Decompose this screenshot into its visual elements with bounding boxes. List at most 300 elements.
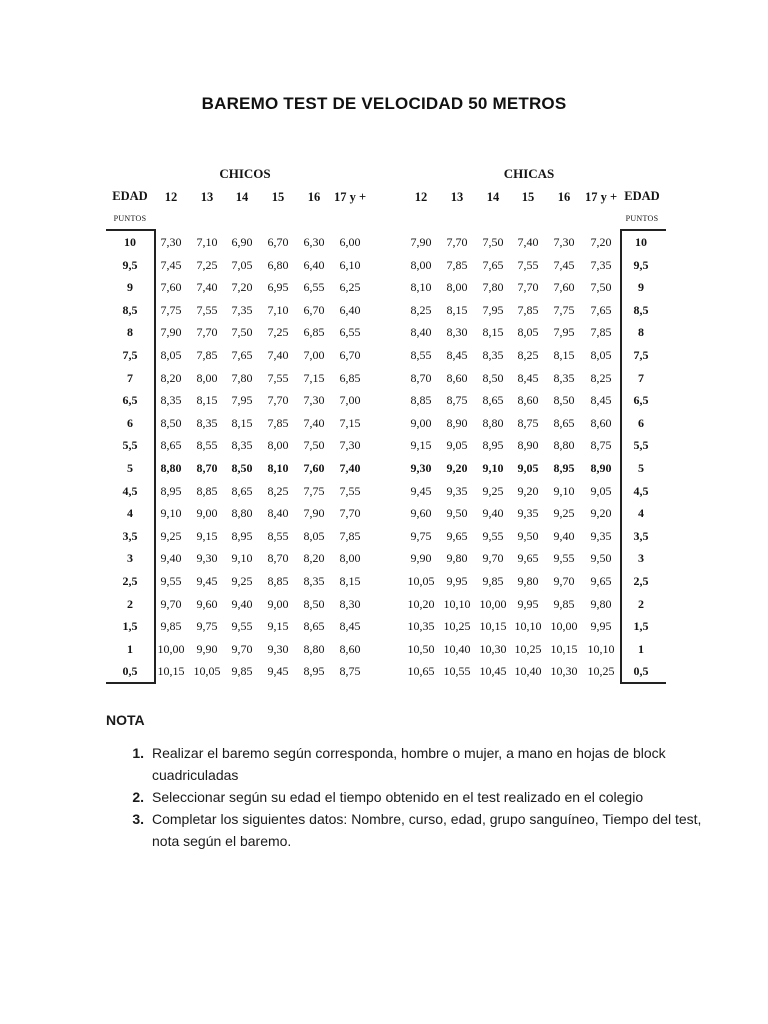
chicas-time-cell: 8,80 — [553, 438, 575, 453]
chicas-time-cell: 9,35 — [517, 506, 539, 521]
chicos-time-cell: 7,10 — [267, 302, 289, 317]
chicos-time-cell: 10,15 — [157, 664, 185, 679]
edad-label-left: EDAD — [112, 189, 148, 203]
age-header-chicas: 14 — [486, 190, 500, 204]
chicas-time-cell: 10,10 — [514, 619, 542, 634]
chicos-time-cell: 8,70 — [196, 461, 218, 475]
points-cell-right: 5,5 — [633, 438, 649, 453]
note-number: 3. — [132, 811, 144, 827]
right-top-rule — [620, 229, 666, 231]
chicos-time-cell: 6,95 — [267, 280, 289, 295]
chicos-time-cell: 7,30 — [339, 438, 361, 453]
chicas-time-cell: 8,35 — [482, 348, 504, 362]
chicos-time-cell: 7,60 — [160, 280, 182, 295]
chicas-time-cell: 7,85 — [590, 325, 612, 340]
chicos-time-cell: 8,55 — [267, 528, 289, 543]
age-header-chicos: 12 — [164, 190, 178, 204]
points-cell-right: 7 — [638, 370, 644, 385]
chicas-time-cell: 9,75 — [410, 528, 432, 543]
chicas-time-cell: 7,70 — [517, 280, 539, 295]
chicos-time-cell: 6,30 — [303, 235, 325, 249]
chicas-time-cell: 9,55 — [553, 551, 575, 566]
age-header-chicos: 14 — [235, 190, 249, 204]
chicos-time-cell: 7,60 — [303, 461, 325, 475]
points-cell-left: 8 — [127, 325, 133, 340]
chicas-time-cell: 8,25 — [517, 348, 539, 362]
chicos-time-cell: 7,90 — [303, 506, 325, 521]
chicos-time-cell: 9,70 — [160, 596, 182, 611]
chicos-time-cell: 8,15 — [231, 415, 253, 430]
points-cell-left: 3,5 — [122, 528, 138, 543]
chicos-time-cell: 8,85 — [267, 574, 289, 588]
chicos-time-cell: 7,35 — [231, 302, 253, 317]
chicas-time-cell: 9,10 — [482, 461, 504, 475]
chicas-time-cell: 9,80 — [590, 596, 612, 611]
chicos-time-cell: 7,15 — [339, 415, 361, 430]
chicos-time-cell: 6,90 — [231, 235, 253, 249]
chicas-time-cell: 7,85 — [517, 302, 539, 317]
points-cell-left: 6 — [127, 415, 133, 430]
chicas-time-cell: 7,85 — [446, 257, 468, 272]
chicas-time-cell: 9,50 — [590, 551, 612, 566]
chicos-time-cell: 7,80 — [231, 370, 253, 385]
chicas-time-cell: 8,40 — [410, 325, 432, 340]
chicas-time-cell: 8,05 — [590, 348, 612, 362]
chicos-time-cell: 9,55 — [160, 574, 182, 588]
chicos-time-cell: 8,30 — [339, 596, 361, 611]
chicos-time-cell: 8,65 — [160, 438, 182, 453]
chicas-time-cell: 7,50 — [482, 235, 504, 249]
chicas-time-cell: 8,95 — [553, 461, 575, 475]
chicos-time-cell: 9,40 — [160, 551, 182, 566]
puntos-label-left: PUNTOS — [113, 214, 147, 223]
chicas-time-cell: 7,50 — [590, 280, 612, 295]
chicas-time-cell: 7,80 — [482, 280, 504, 295]
chicas-time-cell: 10,30 — [479, 641, 507, 656]
chicos-time-cell: 8,95 — [231, 528, 253, 543]
chicas-time-cell: 9,70 — [553, 574, 575, 588]
points-cell-left: 8,5 — [122, 302, 138, 317]
chicos-time-cell: 9,55 — [231, 619, 253, 634]
left-bottom-rule — [106, 682, 156, 684]
chicos-time-cell: 7,50 — [231, 325, 253, 340]
points-cell-right: 10 — [635, 235, 647, 249]
chicos-time-cell: 9,10 — [231, 551, 253, 566]
chicos-time-cell: 7,85 — [196, 348, 218, 362]
right-bottom-rule — [620, 682, 666, 684]
chicas-time-cell: 10,25 — [587, 664, 615, 679]
points-cell-right: 9,5 — [633, 257, 649, 272]
chicos-time-cell: 6,85 — [303, 325, 325, 340]
chicas-time-cell: 7,65 — [590, 302, 612, 317]
chicos-time-cell: 8,20 — [160, 370, 182, 385]
note-item — [106, 808, 706, 852]
age-header-chicos: 17 y + — [333, 190, 367, 204]
points-cell-right: 9 — [638, 280, 644, 295]
chicas-time-cell: 9,85 — [553, 596, 575, 611]
chicas-time-cell: 10,35 — [407, 619, 435, 634]
chicos-time-cell: 8,65 — [303, 619, 325, 634]
points-cell-right: 6 — [638, 415, 644, 430]
chicas-time-cell: 10,15 — [550, 641, 578, 656]
points-cell-left: 1,5 — [122, 619, 138, 634]
age-header-chicos: 16 — [307, 190, 321, 204]
right-vertical-rule — [620, 229, 622, 682]
chicas-time-cell: 7,20 — [590, 235, 612, 249]
chicas-time-cell: 7,60 — [553, 280, 575, 295]
note-text: Completar los siguientes datos: Nombre, curso, edad, grupo sanguíneo, Tiempo del test, nota según el baremo. — [152, 811, 702, 849]
chicas-time-cell: 9,95 — [446, 574, 468, 588]
chicas-time-cell: 9,40 — [482, 506, 504, 521]
chicos-time-cell: 7,85 — [267, 415, 289, 430]
chicos-time-cell: 7,30 — [160, 235, 182, 249]
points-cell-left: 5 — [127, 461, 133, 475]
chicos-time-cell: 8,00 — [267, 438, 289, 453]
chicos-time-cell: 9,25 — [160, 528, 182, 543]
chicas-time-cell: 10,00 — [479, 596, 507, 611]
chicas-time-cell: 8,35 — [553, 370, 575, 385]
points-cell-left: 2,5 — [122, 574, 138, 588]
chicos-time-cell: 7,20 — [231, 280, 253, 295]
chicos-time-cell: 7,40 — [339, 461, 361, 475]
points-cell-right: 1 — [638, 641, 644, 656]
chicos-time-cell: 8,45 — [339, 619, 361, 634]
chicas-time-cell: 10,20 — [407, 596, 435, 611]
points-cell-right: 3,5 — [633, 528, 649, 543]
chicos-time-cell: 7,75 — [303, 483, 325, 498]
chicas-time-cell: 9,10 — [553, 483, 575, 498]
chicos-time-cell: 7,70 — [267, 393, 289, 408]
chicos-time-cell: 9,60 — [196, 596, 218, 611]
chicos-time-cell: 7,10 — [196, 235, 218, 249]
chicas-time-cell: 8,15 — [553, 348, 575, 362]
age-header-chicas: 12 — [414, 190, 428, 204]
chicas-time-cell: 9,55 — [482, 528, 504, 543]
age-header-chicas: 17 y + — [584, 190, 618, 204]
chicas-time-cell: 8,50 — [553, 393, 575, 408]
chicos-time-cell: 8,80 — [160, 461, 182, 475]
points-cell-right: 8,5 — [633, 302, 649, 317]
chicas-time-cell: 8,50 — [482, 370, 504, 385]
chicas-time-cell: 7,55 — [517, 257, 539, 272]
chicas-time-cell: 8,90 — [446, 415, 468, 430]
chicos-time-cell: 6,70 — [303, 302, 325, 317]
chicos-time-cell: 10,00 — [157, 641, 185, 656]
chicos-time-cell: 8,75 — [339, 664, 361, 679]
chicas-time-cell: 8,00 — [446, 280, 468, 295]
chicos-time-cell: 6,85 — [339, 370, 361, 385]
chicos-time-cell: 8,95 — [303, 664, 325, 679]
chicas-time-cell: 8,60 — [446, 370, 468, 385]
points-cell-right: 2 — [638, 596, 644, 611]
points-cell-left: 6,5 — [122, 393, 138, 408]
chicos-time-cell: 8,50 — [231, 461, 253, 475]
chicos-time-cell: 6,80 — [267, 257, 289, 272]
chicas-time-cell: 8,55 — [410, 348, 432, 362]
chicas-time-cell: 9,65 — [446, 528, 468, 543]
points-cell-right: 2,5 — [633, 574, 649, 588]
chicas-time-cell: 9,95 — [590, 619, 612, 634]
points-cell-left: 5,5 — [122, 438, 138, 453]
chicos-time-cell: 9,85 — [231, 664, 253, 679]
chicos-time-cell: 7,00 — [339, 393, 361, 408]
chicos-time-cell: 8,55 — [196, 438, 218, 453]
chicas-time-cell: 9,80 — [517, 574, 539, 588]
chicos-time-cell: 6,40 — [339, 302, 361, 317]
points-cell-right: 4,5 — [633, 483, 649, 498]
points-cell-left: 4 — [127, 506, 133, 521]
chicas-time-cell: 9,25 — [482, 483, 504, 498]
chicos-time-cell: 8,05 — [303, 528, 325, 543]
chicas-time-cell: 8,75 — [446, 393, 468, 408]
chicas-time-cell: 7,35 — [590, 257, 612, 272]
chicas-time-cell: 8,25 — [590, 370, 612, 385]
chicas-time-cell: 9,70 — [482, 551, 504, 566]
points-cell-left: 9 — [127, 280, 133, 295]
points-cell-left: 10 — [124, 235, 136, 249]
chicos-time-cell: 7,05 — [231, 257, 253, 272]
chicas-time-cell: 10,40 — [443, 641, 471, 656]
chicos-time-cell: 9,90 — [196, 641, 218, 656]
chicos-time-cell: 8,80 — [231, 506, 253, 521]
chicos-time-cell: 8,15 — [196, 393, 218, 408]
note-text: Seleccionar según su edad el tiempo obtenido en el test realizado en el colegio — [152, 789, 644, 805]
chicos-time-cell: 7,70 — [339, 506, 361, 521]
chicos-time-cell: 9,75 — [196, 619, 218, 634]
chicas-time-cell: 8,95 — [482, 438, 504, 453]
chicos-time-cell: 9,15 — [267, 619, 289, 634]
chicas-time-cell: 8,25 — [410, 302, 432, 317]
chicos-time-cell: 8,35 — [196, 415, 218, 430]
chicos-time-cell: 8,50 — [303, 596, 325, 611]
chicos-time-cell: 8,25 — [267, 483, 289, 498]
chicos-time-cell: 6,25 — [339, 280, 361, 295]
chicos-time-cell: 7,15 — [303, 370, 325, 385]
chicas-time-cell: 8,60 — [590, 415, 612, 430]
chicos-time-cell: 9,30 — [196, 551, 218, 566]
chicas-time-cell: 8,65 — [553, 415, 575, 430]
chicas-time-cell: 7,90 — [410, 235, 432, 249]
age-header-chicos: 13 — [200, 190, 214, 204]
chicos-time-cell: 10,05 — [193, 664, 221, 679]
chicas-time-cell: 9,65 — [590, 574, 612, 588]
chicos-time-cell: 7,50 — [303, 438, 325, 453]
chicos-time-cell: 7,90 — [160, 325, 182, 340]
chicas-time-cell: 8,75 — [517, 415, 539, 430]
chicas-time-cell: 9,45 — [410, 483, 432, 498]
chicos-time-cell: 8,60 — [339, 641, 361, 656]
points-cell-right: 4 — [638, 506, 644, 521]
age-header-chicas: 13 — [450, 190, 464, 204]
note-text: Realizar el baremo según corresponda, hombre o mujer, a mano en hojas de block cuadriculadas — [152, 745, 666, 783]
chicos-time-cell: 7,55 — [196, 302, 218, 317]
chicos-time-cell: 8,35 — [303, 574, 325, 588]
note-number: 2. — [132, 789, 144, 805]
notes-title: NOTA — [106, 712, 145, 728]
chicos-time-cell: 7,00 — [303, 348, 325, 362]
chicos-time-cell: 7,70 — [196, 325, 218, 340]
note-number: 1. — [132, 745, 144, 761]
notes-section — [0, 700, 768, 1024]
chicas-time-cell: 10,00 — [550, 619, 578, 634]
chicos-time-cell: 7,40 — [303, 415, 325, 430]
chicos-time-cell: 9,00 — [196, 506, 218, 521]
chicos-time-cell: 6,00 — [339, 235, 361, 249]
chicas-time-cell: 10,10 — [443, 596, 471, 611]
chicas-time-cell: 9,85 — [482, 574, 504, 588]
chicas-time-cell: 7,45 — [553, 257, 575, 272]
chicos-time-cell: 8,05 — [160, 348, 182, 362]
chicas-time-cell: 8,15 — [446, 302, 468, 317]
chicas-time-cell: 9,65 — [517, 551, 539, 566]
chicas-time-cell: 10,40 — [514, 664, 542, 679]
left-vertical-rule — [154, 229, 156, 682]
chicos-time-cell: 8,15 — [339, 574, 361, 588]
chicas-time-cell: 7,95 — [482, 302, 504, 317]
chicas-time-cell: 9,20 — [446, 461, 468, 475]
points-cell-left: 3 — [127, 551, 133, 566]
chicos-time-cell: 9,45 — [267, 664, 289, 679]
chicas-time-cell: 8,00 — [410, 257, 432, 272]
chicas-time-cell: 9,05 — [590, 483, 612, 498]
chicos-time-cell: 8,20 — [303, 551, 325, 566]
edad-label-right: EDAD — [624, 189, 660, 203]
chicas-time-cell: 9,20 — [590, 506, 612, 521]
chicas-time-cell: 10,65 — [407, 664, 435, 679]
chicas-time-cell: 7,95 — [553, 325, 575, 340]
chicas-time-cell: 9,15 — [410, 438, 432, 453]
chicos-time-cell: 8,10 — [267, 461, 289, 475]
chicos-time-cell: 8,00 — [196, 370, 218, 385]
chicos-time-cell: 8,40 — [267, 506, 289, 521]
chicas-time-cell: 10,10 — [587, 641, 615, 656]
chicos-time-cell: 7,40 — [196, 280, 218, 295]
chicas-time-cell: 8,80 — [482, 415, 504, 430]
age-header-chicos: 15 — [271, 190, 285, 204]
points-cell-left: 2 — [127, 596, 133, 611]
chicos-time-cell: 9,10 — [160, 506, 182, 521]
chicas-time-cell: 10,50 — [407, 641, 435, 656]
chicas-time-cell: 8,70 — [410, 370, 432, 385]
puntos-label-right: PUNTOS — [625, 214, 659, 223]
chicos-time-cell: 6,70 — [339, 348, 361, 362]
chicas-time-cell: 9,50 — [517, 528, 539, 543]
chicas-time-cell: 8,65 — [482, 393, 504, 408]
points-cell-right: 1,5 — [633, 619, 649, 634]
points-cell-left: 0,5 — [122, 664, 138, 679]
chicos-time-cell: 7,55 — [267, 370, 289, 385]
chicas-time-cell: 8,15 — [482, 325, 504, 340]
chicas-time-cell: 9,90 — [410, 551, 432, 566]
notes-list — [106, 742, 706, 852]
chicos-time-cell: 8,50 — [160, 415, 182, 430]
chicas-time-cell: 8,90 — [517, 438, 539, 453]
chicas-time-cell: 9,35 — [590, 528, 612, 543]
chicas-time-cell: 10,30 — [550, 664, 578, 679]
chicos-time-cell: 7,55 — [339, 483, 361, 498]
chicos-time-cell: 6,55 — [339, 325, 361, 340]
chicos-time-cell: 6,55 — [303, 280, 325, 295]
chicas-time-cell: 8,75 — [590, 438, 612, 453]
chicos-time-cell: 7,95 — [231, 393, 253, 408]
points-cell-left: 7,5 — [122, 348, 138, 362]
chicas-time-cell: 8,45 — [517, 370, 539, 385]
chicas-time-cell: 9,80 — [446, 551, 468, 566]
chicas-time-cell: 10,25 — [443, 619, 471, 634]
chicos-time-cell: 7,25 — [196, 257, 218, 272]
chicas-time-cell: 7,65 — [482, 257, 504, 272]
age-header-chicas: 16 — [557, 190, 571, 204]
chicas-time-cell: 10,25 — [514, 641, 542, 656]
chicas-time-cell: 10,55 — [443, 664, 471, 679]
chicas-time-cell: 9,00 — [410, 415, 432, 430]
chicas-group-label: CHICAS — [503, 166, 555, 181]
chicos-time-cell: 6,10 — [339, 257, 361, 272]
chicas-time-cell: 8,10 — [410, 280, 432, 295]
chicas-time-cell: 9,60 — [410, 506, 432, 521]
points-cell-left: 1 — [127, 641, 133, 656]
chicos-time-cell: 7,65 — [231, 348, 253, 362]
points-cell-right: 7,5 — [633, 348, 649, 362]
chicas-time-cell: 8,60 — [517, 393, 539, 408]
points-cell-left: 9,5 — [122, 257, 138, 272]
chicos-time-cell: 7,75 — [160, 302, 182, 317]
chicos-time-cell: 8,80 — [303, 641, 325, 656]
age-header-chicas: 15 — [521, 190, 535, 204]
chicos-time-cell: 9,40 — [231, 596, 253, 611]
chicas-time-cell: 7,70 — [446, 235, 468, 249]
chicos-time-cell: 8,85 — [196, 483, 218, 498]
chicas-time-cell: 9,50 — [446, 506, 468, 521]
chicos-time-cell: 7,30 — [303, 393, 325, 408]
chicas-time-cell: 9,25 — [553, 506, 575, 521]
chicos-time-cell: 7,85 — [339, 528, 361, 543]
chicos-time-cell: 8,95 — [160, 483, 182, 498]
chicas-time-cell: 8,05 — [517, 325, 539, 340]
chicos-time-cell: 8,65 — [231, 483, 253, 498]
chicos-time-cell: 9,45 — [196, 574, 218, 588]
chicas-time-cell: 9,20 — [517, 483, 539, 498]
chicas-time-cell: 8,90 — [590, 461, 612, 475]
chicas-time-cell: 10,05 — [407, 574, 435, 588]
chicas-time-cell: 10,45 — [479, 664, 507, 679]
chicas-time-cell: 9,30 — [410, 461, 432, 475]
chicas-time-cell: 10,15 — [479, 619, 507, 634]
chicos-time-cell: 9,00 — [267, 596, 289, 611]
page-title: BAREMO TEST DE VELOCIDAD 50 METROS — [201, 94, 567, 113]
chicos-time-cell: 9,30 — [267, 641, 289, 656]
chicos-time-cell: 9,25 — [231, 574, 253, 588]
chicos-time-cell: 8,00 — [339, 551, 361, 566]
chicos-group-label: CHICOS — [219, 166, 271, 181]
chicos-time-cell: 7,45 — [160, 257, 182, 272]
chicos-time-cell: 9,85 — [160, 619, 182, 634]
left-top-rule — [106, 229, 156, 231]
chicos-time-cell: 7,40 — [267, 348, 289, 362]
chicas-time-cell: 8,85 — [410, 393, 432, 408]
chicas-time-cell: 8,30 — [446, 325, 468, 340]
chicas-time-cell: 9,95 — [517, 596, 539, 611]
points-cell-right: 3 — [638, 551, 644, 566]
points-cell-right: 8 — [638, 325, 644, 340]
chicas-time-cell: 9,05 — [446, 438, 468, 453]
note-item — [106, 786, 706, 808]
chicas-time-cell: 9,05 — [517, 461, 539, 475]
chicos-time-cell: 9,15 — [196, 528, 218, 543]
points-cell-left: 7 — [127, 370, 133, 385]
points-cell-right: 5 — [638, 461, 644, 475]
chicos-time-cell: 9,70 — [231, 641, 253, 656]
